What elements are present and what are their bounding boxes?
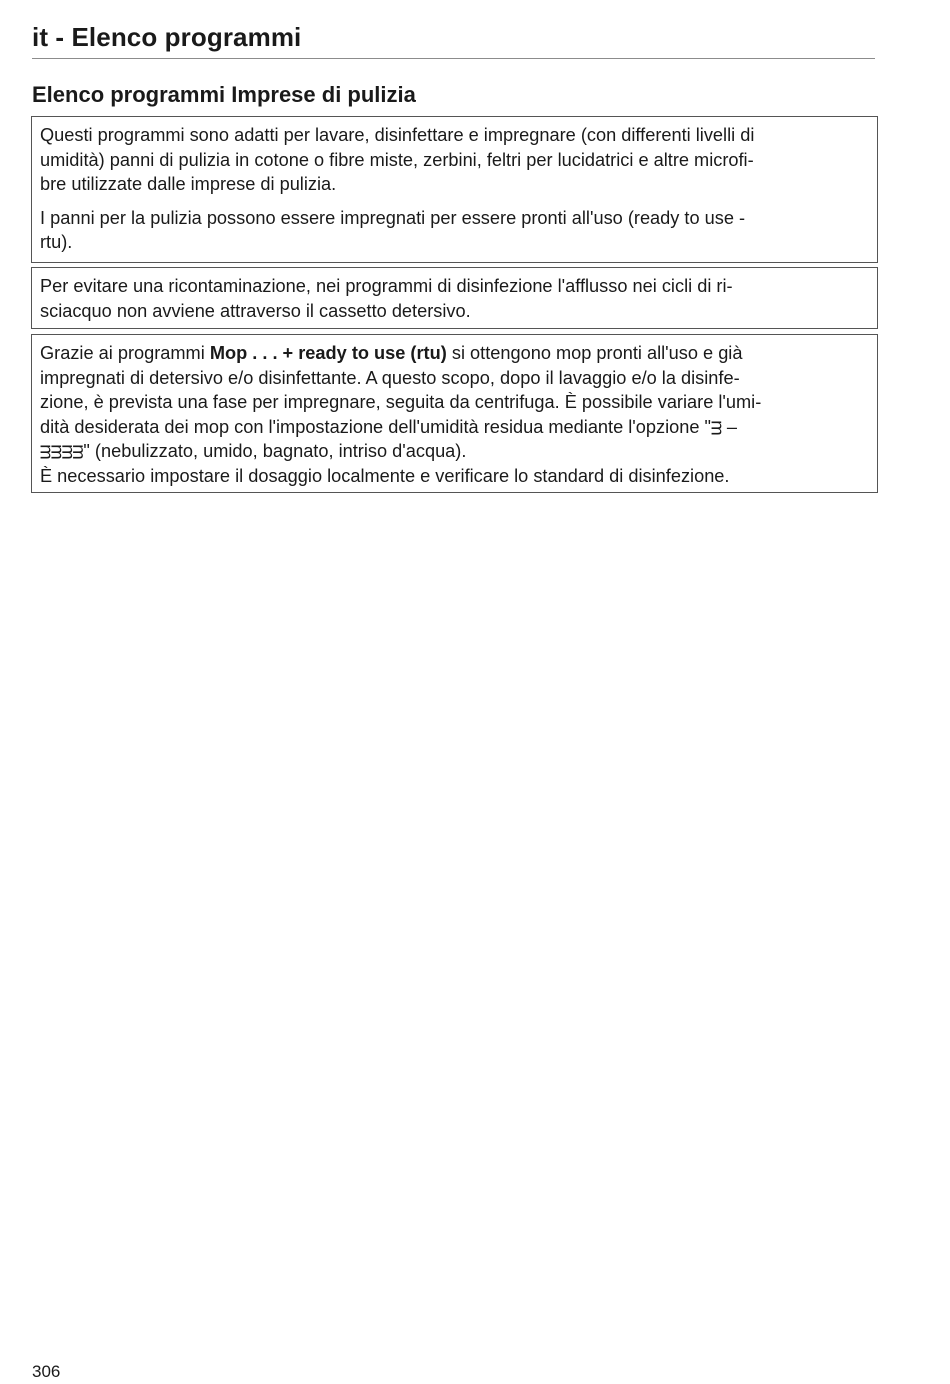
info-box-recontamination — [31, 267, 878, 329]
text-line: I panni per la pulizia possono essere impregnati per essere pronti all'uso (ready to use - — [40, 207, 746, 228]
program-name-bold: Mop . . . + ready to use (rtu) — [209, 343, 447, 363]
text-line: ᴟᴟᴟᴟ" (nebulizzato, umido, bagnato, intriso d'acqua). — [40, 441, 467, 462]
text-line: Grazie ai programmi — [40, 343, 210, 363]
text-line: Questi programmi sono adatti per lavare, disinfettare e impregnare (con differenti livelli di — [40, 125, 755, 145]
paragraph-ready-to-use — [40, 206, 869, 255]
text-line: sciacquo non avviene attraverso il cassetto detersivo. — [40, 300, 471, 321]
text-line: dità desiderata dei mop con l'impostazione dell'umidità residua mediante l'opzione "ᴟ – — [40, 416, 738, 437]
page-header — [32, 22, 875, 59]
info-box-mop-programs — [31, 334, 878, 493]
text-line: impregnati di detersivo e/o disinfettante. A questo scopo, dopo il lavaggio e/o la disinfe- — [40, 367, 740, 388]
info-box-program-purpose — [31, 116, 878, 263]
text-line: si ottengono mop pronti all'uso e già — [446, 343, 743, 363]
page-title: it - Elenco programmi — [32, 22, 302, 52]
page-number: 306 — [32, 1362, 61, 1381]
text-line: Per evitare una ricontaminazione, nei programmi di disinfezione l'afflusso nei cicli di ri- — [40, 276, 733, 296]
text-line: bre utilizzate dalle imprese di pulizia. — [40, 174, 337, 195]
text-line: umidità) panni di pulizia in cotone o fibre miste, zerbini, feltri per lucidatrici e altre microfi- — [40, 149, 754, 170]
text-line: zione, è prevista una fase per impregnare, seguita da centrifuga. È possibile variare l'umi- — [40, 392, 762, 413]
paragraph-mop-programs — [40, 341, 869, 489]
section-title: Elenco programmi Imprese di pulizia — [32, 82, 416, 107]
paragraph-purpose — [40, 123, 869, 197]
text-line: È necessario impostare il dosaggio localmente e verificare lo standard di disinfezione. — [40, 465, 730, 486]
text-line: rtu). — [40, 232, 73, 253]
paragraph-recontamination — [40, 274, 869, 323]
